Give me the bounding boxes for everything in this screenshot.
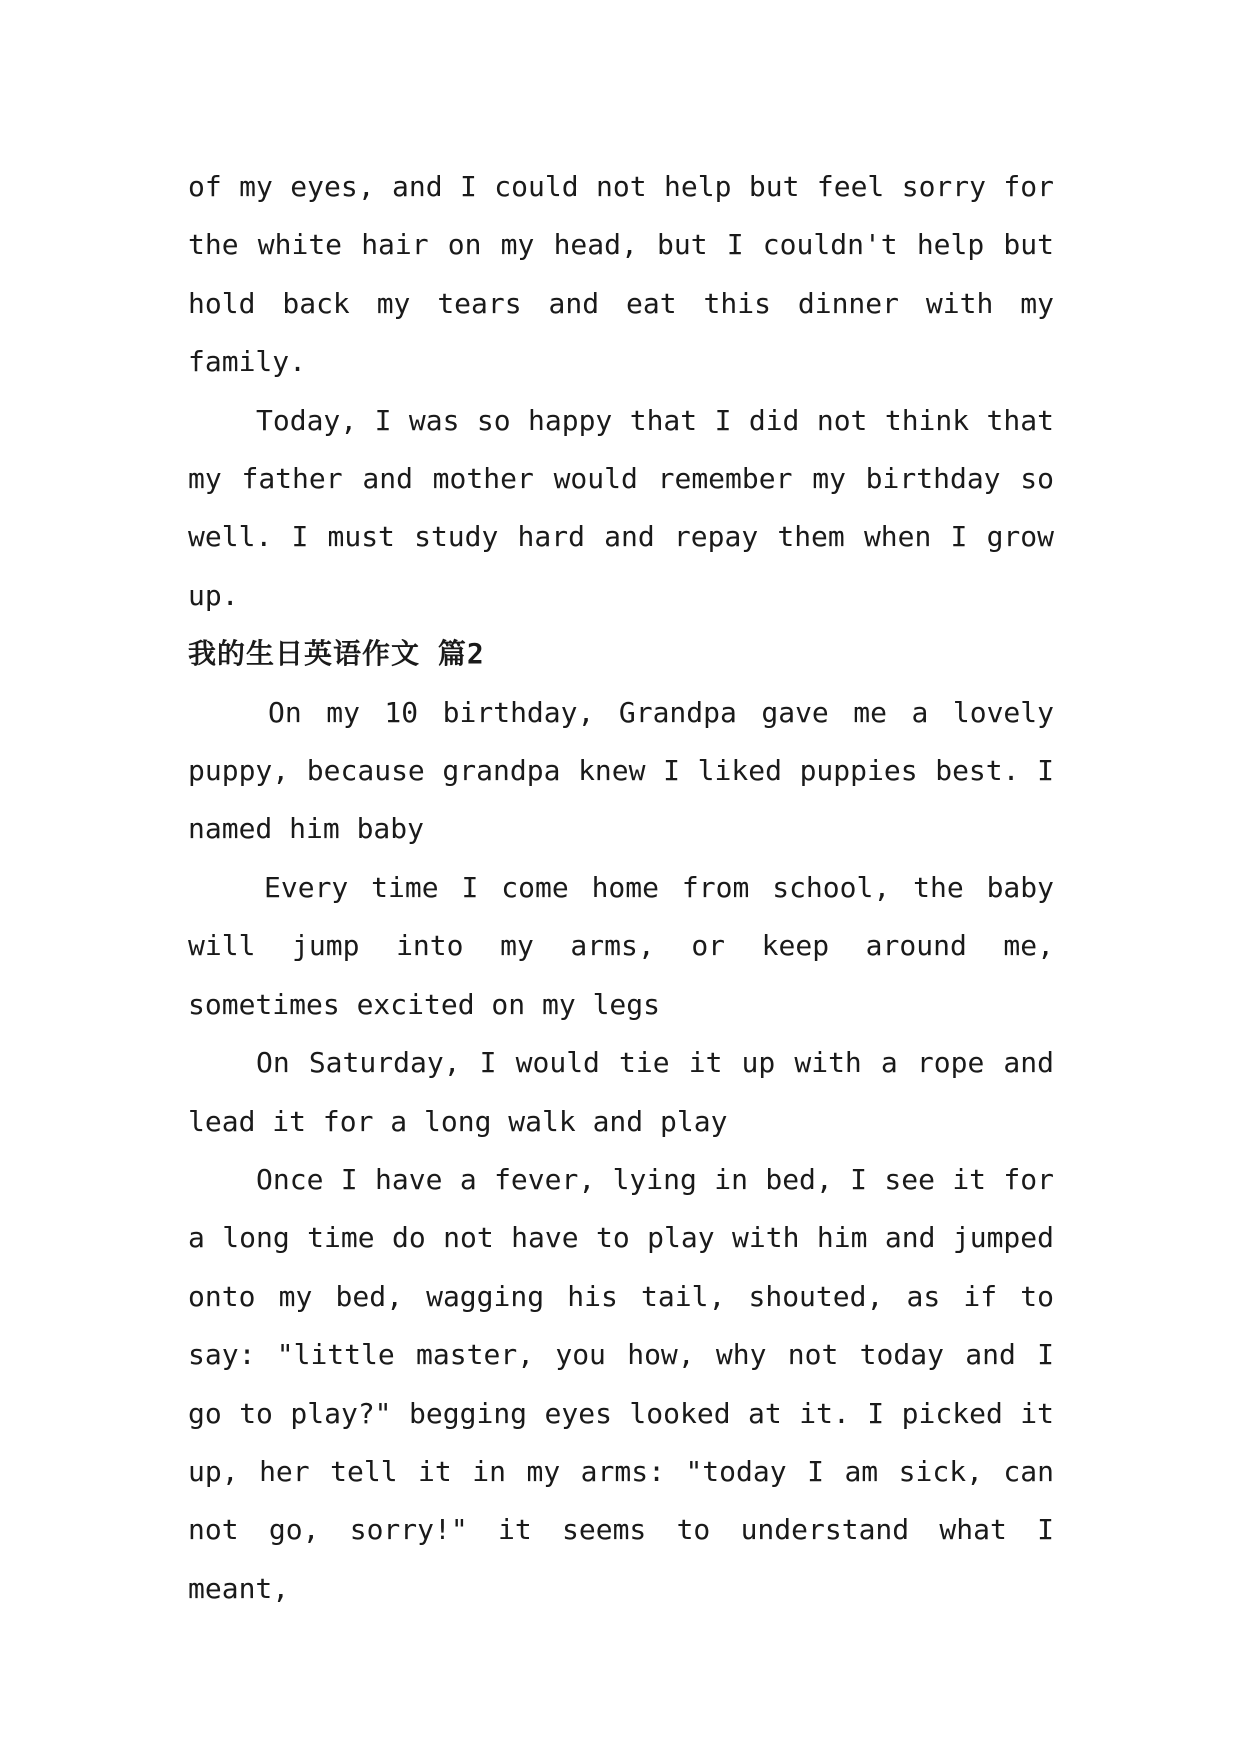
document-body — [188, 158, 1054, 1618]
paragraph-fever: Once I have a fever, lying in bed, I see it for a long time do not have to play with him and jumped onto my bed, wagging his tail, shouted, as if to say: "little master, you how, why not today and I go to play?" begging eyes looked at it. I picked it up, her tell it in my arms: "today I am sick, can not go, sorry!" it seems to understand what I meant, — [188, 1162, 1054, 1605]
paragraph-puppy-gift: On my 10 birthday, Grandpa gave me a lovely puppy, because grandpa knew I liked puppies best. I named him baby — [188, 695, 1054, 846]
paragraph-continuation: of my eyes, and I could not help but feel sorry for the white hair on my head, but I couldn't help but hold back my tears and eat this dinner with my family. — [188, 170, 1054, 379]
section-heading: 我的生日英语作文 篇2 — [188, 637, 485, 671]
paragraph-saturday-walk: On Saturday, I would tie it up with a rope and lead it for a long walk and play — [188, 1046, 1054, 1138]
paragraph-coming-home: Every time I come home from school, the baby will jump into my arms, or keep around me, sometimes excited on my legs — [188, 870, 1054, 1021]
paragraph-birthday-happy: Today, I was so happy that I did not think that my father and mother would remember my birthday so well. I must study hard and repay them when I grow up. — [188, 403, 1054, 612]
